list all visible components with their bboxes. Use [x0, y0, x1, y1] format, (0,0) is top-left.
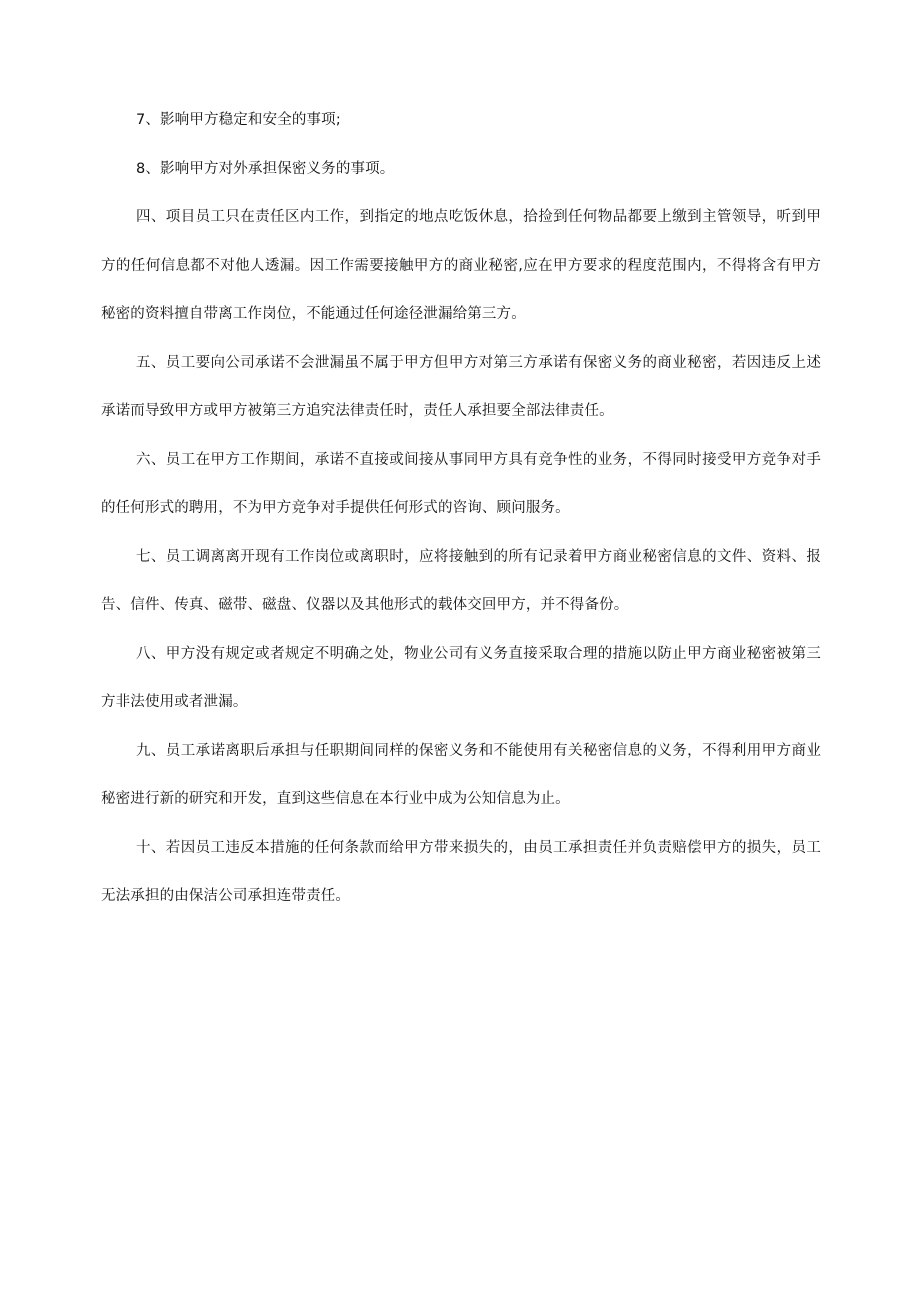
clause-4-paragraph: 四、项目员工只在责任区内工作，到指定的地点吃饭休息，拾捡到任何物品都要上缴到主管领导，听到甲方的任何信息都不对他人透漏。因工作需要接触甲方的商业秘密,应在甲方要求的程度范围内，不得将含有甲方秘密的资料擅自带离工作岗位，不能通过任何途径泄漏给第三方。	[101, 209, 821, 322]
clause-5-paragraph: 五、员工要向公司承诺不会泄漏虽不属于甲方但甲方对第三方承诺有保密义务的商业秘密，若因违反上述承诺而导致甲方或甲方被第三方追究法律责任时，责任人承担要全部法律责任。	[101, 354, 821, 419]
document-body	[101, 96, 821, 921]
clause-6-paragraph: 六、员工在甲方工作期间，承诺不直接或间接从事同甲方具有竞争性的业务，不得同时接受甲方竞争对手的任何形式的聘用，不为甲方竞争对手提供任何形式的咨询、顾问服务。	[101, 451, 821, 516]
clause-8-paragraph: 八、甲方没有规定或者规定不明确之处，物业公司有义务直接采取合理的措施以防止甲方商业秘密被第三方非法使用或者泄漏。	[101, 645, 821, 710]
list-item-7: 7、影响甲方稳定和安全的事项;	[136, 112, 341, 128]
clause-9-paragraph: 九、员工承诺离职后承担与任职期间同样的保密义务和不能使用有关秘密信息的义务，不得利用甲方商业秘密进行新的研究和开发，直到这些信息在本行业中成为公知信息为止。	[101, 742, 821, 807]
list-item-8: 8、影响甲方对外承担保密义务的事项。	[136, 160, 395, 177]
clause-7-paragraph: 七、员工调离离开现有工作岗位或离职时，应将接触到的所有记录着甲方商业秘密信息的文件、资料、报告、信件、传真、磁带、磁盘、仪器以及其他形式的载体交回甲方，并不得备份。	[101, 548, 821, 613]
clause-10-paragraph: 十、若因员工违反本措施的任何条款而给甲方带来损失的，由员工承担责任并负责赔偿甲方的损失，员工无法承担的由保洁公司承担连带责任。	[101, 839, 821, 904]
